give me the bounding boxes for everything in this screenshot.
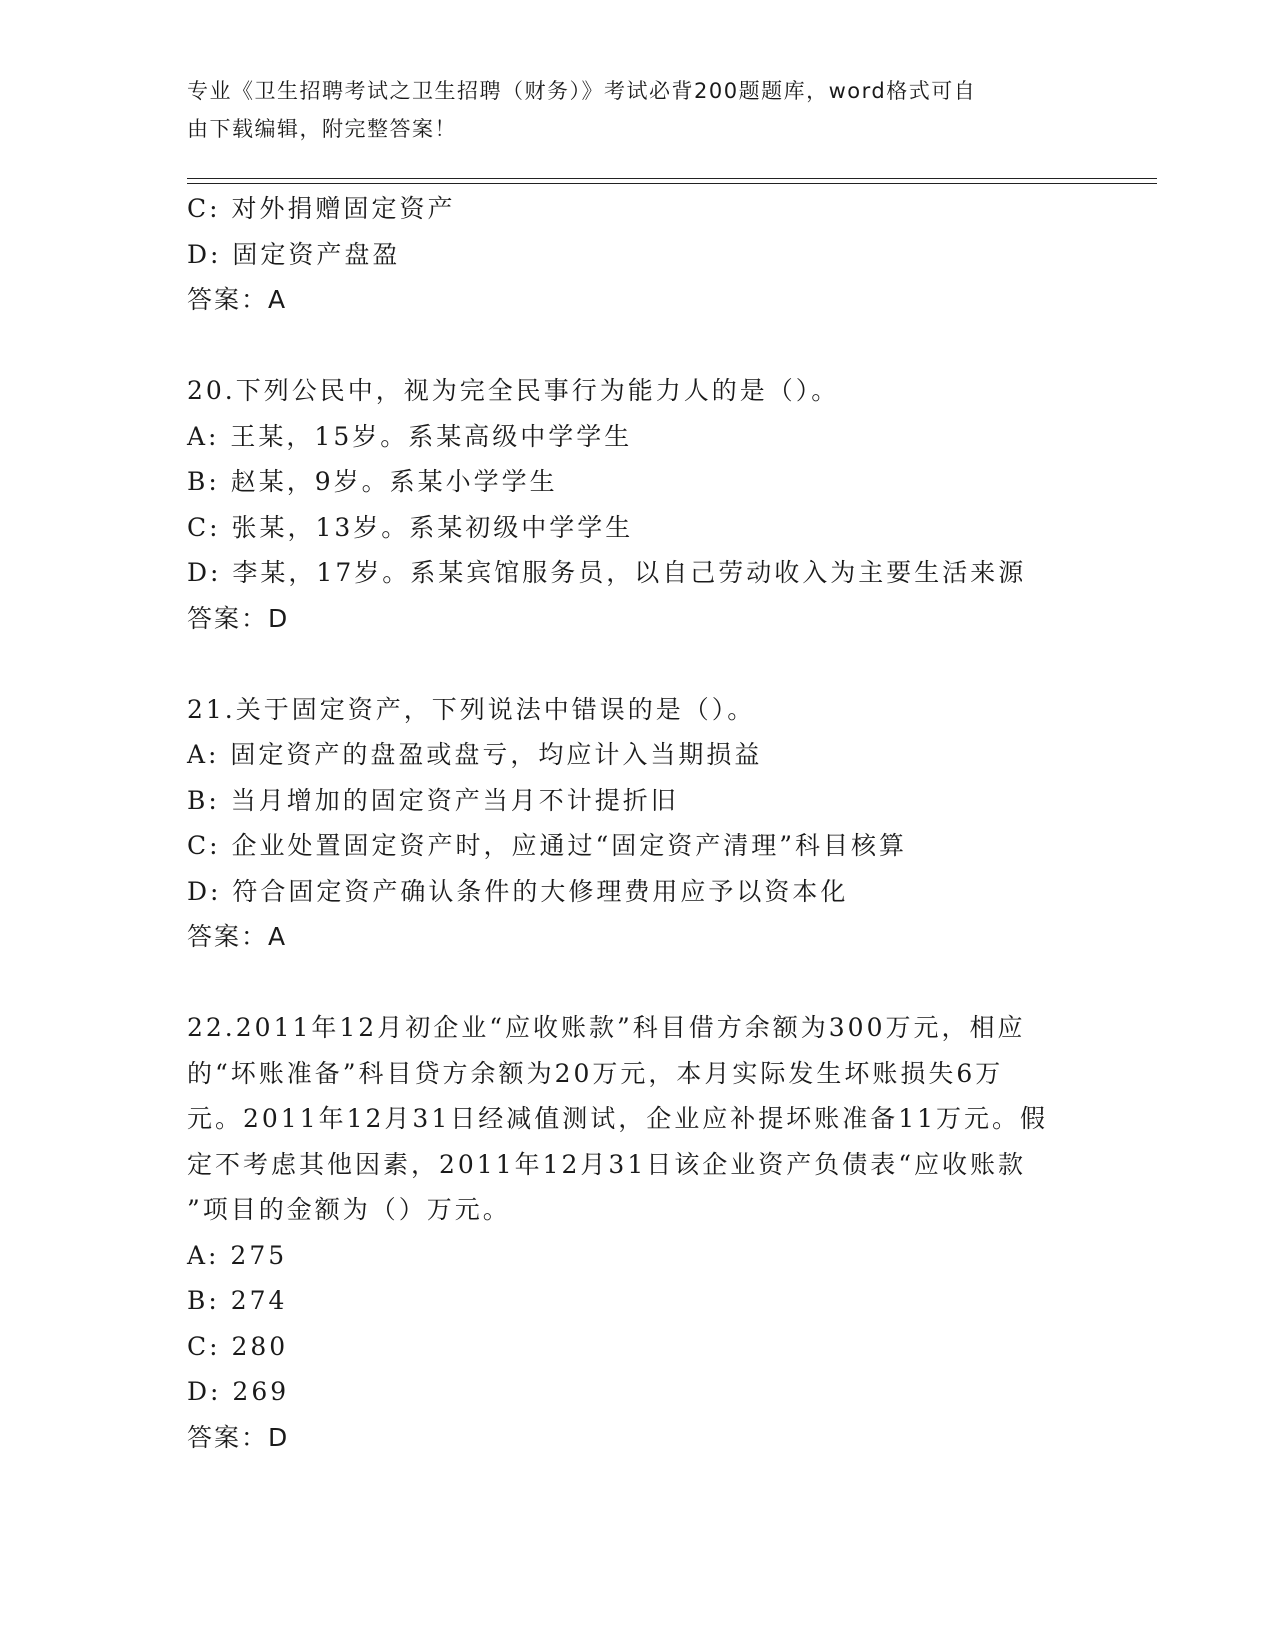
question-text-line-4: 定不考虑其他因素，2011年12月31日该企业资产负债表“应收账款	[187, 1149, 1027, 1179]
option-c: C: 对外捐赠固定资产	[187, 194, 456, 223]
document-header	[187, 72, 1087, 148]
header-divider-bottom	[187, 183, 1157, 184]
spacer	[187, 960, 1087, 1006]
question-text-line-5: ”项目的金额为（）万元。	[187, 1195, 511, 1224]
option-a: A: 王某，15岁。系某高级中学学生	[187, 421, 633, 451]
answer-line: 答案：A	[187, 922, 288, 951]
question-22	[187, 1005, 1087, 1460]
option-b: B: 274	[187, 1286, 288, 1315]
question-21	[187, 687, 1087, 960]
option-d: D: 李某，17岁。系某宾馆服务员，以自己劳动收入为主要生活来源	[187, 558, 1027, 587]
answer-line: 答案：A	[187, 285, 288, 314]
question-text-line-1: 22.2011年12月初企业“应收账款”科目借方余额为300万元，相应	[187, 1013, 1026, 1042]
spacer	[187, 641, 1087, 687]
answer-line: 答案：D	[187, 1422, 290, 1452]
option-d: D: 符合固定资产确认条件的大修理费用应予以资本化	[187, 876, 849, 906]
option-b: B: 赵某，9岁。系某小学学生	[187, 467, 558, 496]
question-text-line-3: 元。2011年12月31日经减值测试，企业应补提坏账准备11万元。假	[187, 1104, 1049, 1133]
question-content	[187, 186, 1087, 1460]
answer-line: 答案：D	[187, 603, 290, 633]
option-c: C: 张某，13岁。系某初级中学学生	[187, 512, 634, 542]
option-a: A: 固定资产的盘盈或盘亏，均应计入当期损益	[187, 740, 763, 769]
header-divider-top	[187, 178, 1157, 179]
question-text-line-2: 的“坏账准备”科目贷方余额为20万元，本月实际发生坏账损失6万	[187, 1058, 1004, 1088]
spacer	[187, 323, 1087, 369]
question-text: 21.关于固定资产，下列说法中错误的是（）。	[187, 694, 756, 724]
header-line-2: 由下载编辑，附完整答案！	[187, 117, 457, 141]
option-a: A: 275	[187, 1240, 288, 1270]
question-19-tail	[187, 186, 1087, 323]
question-text: 20.下列公民中，视为完全民事行为能力人的是（）。	[187, 376, 840, 405]
question-20	[187, 368, 1087, 641]
option-c: C: 280	[187, 1331, 289, 1361]
option-c: C: 企业处置固定资产时，应通过“固定资产清理”科目核算	[187, 831, 908, 860]
option-d: D: 269	[187, 1377, 290, 1406]
option-d: D: 固定资产盘盈	[187, 239, 401, 269]
option-b: B: 当月增加的固定资产当月不计提折旧	[187, 785, 679, 815]
header-line-1: 专业《卫生招聘考试之卫生招聘（财务）》考试必背200题题库，word格式可自	[187, 79, 977, 103]
